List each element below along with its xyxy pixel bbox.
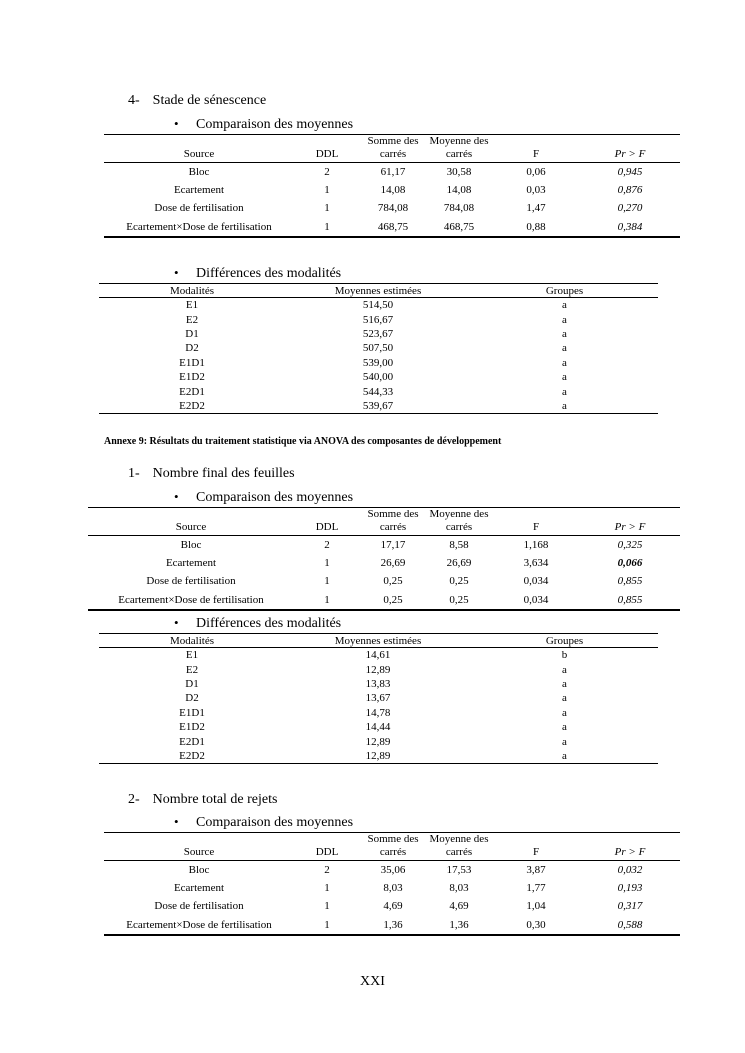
cell-f: 0,034 <box>523 575 549 588</box>
cell-groupe: b <box>561 649 568 662</box>
header-ddl: DDL <box>294 846 360 861</box>
cell-moyenne: 516,67 <box>362 313 394 326</box>
cell-modalite: E1 <box>185 649 199 662</box>
cell-groupe: a <box>562 692 567 705</box>
cell-modalite: E2D2 <box>179 749 205 762</box>
header-f: F <box>492 148 580 163</box>
cell-f: 0,88 <box>526 220 546 233</box>
anova-table-rejets <box>104 832 680 936</box>
cell-modalite: E2 <box>185 663 199 676</box>
bullet-icon: • <box>174 489 179 504</box>
section-heading <box>128 466 295 482</box>
cell-f: 0,03 <box>526 184 546 197</box>
bullet-differences <box>174 615 341 632</box>
cell-source: Ecartement×Dose de fertilisation <box>118 593 264 606</box>
cell-ddl: 1 <box>324 593 330 606</box>
cell-moyenne: 8,58 <box>449 539 469 552</box>
table-row <box>99 720 658 734</box>
header-moyenne-2: carrés <box>426 521 492 536</box>
table-row <box>104 916 680 935</box>
heading-number: 2- <box>128 792 140 807</box>
modal-table-senescence <box>99 283 658 414</box>
section-heading <box>128 792 277 808</box>
cell-groupe: a <box>562 663 567 676</box>
cell-somme: 14,08 <box>380 184 406 197</box>
cell-groupe: a <box>562 342 567 355</box>
header-moyenne: Moyenne des <box>429 508 489 520</box>
cell-groupe: a <box>562 299 567 312</box>
table-row <box>88 554 680 572</box>
cell-groupe: a <box>562 385 567 398</box>
table-row <box>99 662 658 676</box>
cell-modalite: D1 <box>185 677 199 690</box>
table-row <box>99 370 658 384</box>
page-number: XXI <box>360 974 385 989</box>
header-moyennes: Moyennes estimées <box>285 634 471 648</box>
cell-groupe: a <box>562 721 567 734</box>
bullet-label: Comparaison des moyennes <box>196 490 354 505</box>
cell-modalite: D2 <box>185 692 199 705</box>
header-moyenne-2: carrés <box>426 846 492 861</box>
cell-source: Bloc <box>180 539 202 552</box>
header-groupes: Groupes <box>471 634 658 648</box>
cell-somme: 4,69 <box>383 900 403 913</box>
cell-pr: 0,945 <box>617 166 643 179</box>
table-row <box>99 356 658 370</box>
header-somme-2: carrés <box>360 521 426 536</box>
cell-modalite: D1 <box>185 327 199 340</box>
cell-moyenne: 30,58 <box>446 166 472 179</box>
header-blank <box>580 833 680 847</box>
bullet-label: Différences des modalités <box>196 266 342 281</box>
cell-groupe: a <box>562 735 567 748</box>
cell-modalite: E1 <box>185 299 199 312</box>
anova-table-feuilles <box>88 507 680 611</box>
cell-f: 3,634 <box>523 557 549 570</box>
table-row <box>99 648 658 663</box>
header-f: F <box>492 846 580 861</box>
table-row <box>99 399 658 414</box>
cell-pr: 0,876 <box>617 184 643 197</box>
cell-ddl: 1 <box>324 202 330 215</box>
cell-source: Ecartement <box>173 882 225 895</box>
header-blank <box>492 833 580 847</box>
cell-moyenne: 12,89 <box>365 663 391 676</box>
heading-text: Nombre total de rejets <box>152 792 278 807</box>
cell-ddl: 1 <box>324 882 330 895</box>
cell-f: 0,30 <box>526 918 546 931</box>
header-somme: Somme des <box>367 833 419 845</box>
cell-f: 1,04 <box>526 900 546 913</box>
table-row <box>99 706 658 720</box>
cell-pr: 0,270 <box>617 202 643 215</box>
header-blank <box>580 135 680 149</box>
cell-somme: 0,25 <box>383 593 403 606</box>
cell-groupe: a <box>562 706 567 719</box>
cell-pr: 0,066 <box>617 557 643 570</box>
cell-moyenne: 26,69 <box>446 557 472 570</box>
header-pr: Pr > F <box>580 846 680 861</box>
cell-ddl: 1 <box>324 575 330 588</box>
header-somme: Somme des <box>367 508 419 520</box>
cell-groupe: a <box>562 677 567 690</box>
bullet-comparison <box>174 116 353 133</box>
table-row <box>99 734 658 748</box>
bullet-label: Comparaison des moyennes <box>196 117 354 132</box>
cell-groupe: a <box>562 356 567 369</box>
header-somme-2: carrés <box>360 148 426 163</box>
cell-groupe: a <box>562 371 567 384</box>
cell-moyenne: 784,08 <box>443 202 475 215</box>
cell-f: 1,47 <box>526 202 546 215</box>
cell-source: Ecartement <box>173 184 225 197</box>
header-moyenne: Moyenne des <box>429 833 489 845</box>
header-ddl: DDL <box>294 521 360 536</box>
cell-somme: 26,69 <box>380 557 406 570</box>
cell-source: Dose de fertilisation <box>146 575 236 588</box>
cell-pr: 0,032 <box>617 864 643 877</box>
cell-modalite: D2 <box>185 342 199 355</box>
cell-moyenne: 12,89 <box>365 735 391 748</box>
cell-groupe: a <box>562 313 567 326</box>
header-blank <box>294 833 360 847</box>
cell-moyenne: 8,03 <box>449 882 469 895</box>
table-row <box>104 861 680 880</box>
cell-moyenne: 540,00 <box>362 371 394 384</box>
table-row <box>99 341 658 355</box>
cell-somme: 468,75 <box>377 220 409 233</box>
cell-source: Ecartement×Dose de fertilisation <box>126 918 272 931</box>
cell-pr: 0,384 <box>617 220 643 233</box>
cell-moyenne: 14,44 <box>365 721 391 734</box>
bullet-differences <box>174 265 341 282</box>
cell-f: 1,77 <box>526 882 546 895</box>
cell-moyenne: 4,69 <box>449 900 469 913</box>
bullet-icon: • <box>174 116 179 131</box>
cell-somme: 8,03 <box>383 882 403 895</box>
cell-moyenne: 539,67 <box>362 399 394 412</box>
cell-somme: 0,25 <box>383 575 403 588</box>
anova-table-senescence <box>104 134 680 238</box>
header-blank <box>104 135 294 149</box>
cell-moyenne: 17,53 <box>446 864 472 877</box>
heading-number: 1- <box>128 466 140 481</box>
header-pr: Pr > F <box>580 521 680 536</box>
cell-f: 1,168 <box>523 539 549 552</box>
cell-moyenne: 523,67 <box>362 327 394 340</box>
cell-f: 0,034 <box>523 593 549 606</box>
cell-ddl: 2 <box>324 539 330 552</box>
heading-number: 4- <box>128 93 140 108</box>
header-blank <box>88 508 294 522</box>
cell-groupe: a <box>562 399 567 412</box>
table-row <box>104 218 680 237</box>
cell-somme: 35,06 <box>380 864 406 877</box>
cell-modalite: E1D1 <box>179 356 205 369</box>
bullet-icon: • <box>174 265 179 280</box>
cell-moyenne: 539,00 <box>362 356 394 369</box>
bullet-comparison <box>174 814 353 831</box>
cell-moyenne: 14,08 <box>446 184 472 197</box>
header-f: F <box>492 521 580 536</box>
cell-moyenne: 14,61 <box>365 649 391 662</box>
cell-ddl: 2 <box>324 166 330 179</box>
table-row <box>104 199 680 217</box>
header-blank <box>104 833 294 847</box>
table-row <box>99 312 658 326</box>
cell-somme: 1,36 <box>383 918 403 931</box>
annex-title: Annexe 9: Résultats du traitement statistique via ANOVA des composantes de développement <box>104 436 502 447</box>
header-modalites: Modalités <box>99 634 285 648</box>
cell-ddl: 1 <box>324 184 330 197</box>
header-blank <box>492 508 580 522</box>
cell-somme: 784,08 <box>377 202 409 215</box>
header-blank <box>580 508 680 522</box>
cell-modalite: E1D2 <box>179 371 205 384</box>
header-ddl: DDL <box>294 148 360 163</box>
header-blank <box>492 135 580 149</box>
table-row <box>99 327 658 341</box>
header-source: Source <box>104 148 294 163</box>
cell-pr: 0,855 <box>617 575 643 588</box>
cell-f: 0,06 <box>526 166 546 179</box>
header-moyennes: Moyennes estimées <box>285 284 471 298</box>
table-row <box>99 298 658 313</box>
table-row <box>88 572 680 590</box>
cell-pr: 0,855 <box>617 593 643 606</box>
cell-ddl: 1 <box>324 900 330 913</box>
cell-source: Ecartement <box>165 557 217 570</box>
header-somme-2: carrés <box>360 846 426 861</box>
header-source: Source <box>88 521 294 536</box>
bullet-label: Comparaison des moyennes <box>196 815 354 830</box>
table-row <box>88 536 680 555</box>
bullet-label: Différences des modalités <box>196 616 342 631</box>
bullet-icon: • <box>174 814 179 829</box>
cell-modalite: E2D2 <box>179 399 205 412</box>
cell-f: 3,87 <box>526 864 546 877</box>
table-row <box>104 181 680 199</box>
table-row <box>99 384 658 398</box>
table-row <box>88 591 680 610</box>
cell-pr: 0,325 <box>617 539 643 552</box>
cell-moyenne: 507,50 <box>362 342 394 355</box>
table-row <box>104 163 680 182</box>
table-row <box>99 691 658 705</box>
cell-pr: 0,317 <box>617 900 643 913</box>
cell-modalite: E1D2 <box>179 721 205 734</box>
cell-source: Dose de fertilisation <box>154 900 244 913</box>
cell-somme: 61,17 <box>380 166 406 179</box>
header-groupes: Groupes <box>471 284 658 298</box>
cell-modalite: E1D1 <box>179 706 205 719</box>
modal-table-feuilles <box>99 633 658 764</box>
cell-groupe: a <box>562 327 567 340</box>
header-blank <box>294 135 360 149</box>
cell-moyenne: 12,89 <box>365 749 391 762</box>
bullet-icon: • <box>174 615 179 630</box>
header-moyenne-2: carrés <box>426 148 492 163</box>
cell-moyenne: 13,83 <box>365 677 391 690</box>
table-row <box>104 897 680 915</box>
bullet-comparison <box>174 489 353 506</box>
cell-pr: 0,193 <box>617 882 643 895</box>
cell-source: Bloc <box>188 166 210 179</box>
heading-text: Nombre final des feuilles <box>152 466 295 481</box>
cell-ddl: 1 <box>324 918 330 931</box>
header-modalites: Modalités <box>99 284 285 298</box>
cell-moyenne: 468,75 <box>443 220 475 233</box>
table-row <box>99 677 658 691</box>
header-somme: Somme des <box>367 135 419 147</box>
cell-ddl: 1 <box>324 557 330 570</box>
cell-modalite: E2D1 <box>179 385 205 398</box>
header-pr: Pr > F <box>580 148 680 163</box>
header-blank <box>294 508 360 522</box>
header-moyenne: Moyenne des <box>429 135 489 147</box>
cell-moyenne: 544,33 <box>362 385 394 398</box>
section-heading <box>128 93 266 109</box>
cell-somme: 17,17 <box>380 539 406 552</box>
cell-source: Ecartement×Dose de fertilisation <box>126 220 272 233</box>
cell-moyenne: 1,36 <box>449 918 469 931</box>
table-row <box>99 749 658 764</box>
cell-source: Bloc <box>188 864 210 877</box>
cell-moyenne: 514,50 <box>362 299 394 312</box>
table-row <box>104 879 680 897</box>
cell-moyenne: 0,25 <box>449 593 469 606</box>
cell-moyenne: 14,78 <box>365 706 391 719</box>
heading-text: Stade de sénescence <box>152 93 267 108</box>
cell-pr: 0,588 <box>617 918 643 931</box>
cell-groupe: a <box>562 749 567 762</box>
header-source: Source <box>104 846 294 861</box>
cell-modalite: E2D1 <box>179 735 205 748</box>
cell-ddl: 2 <box>324 864 330 877</box>
cell-source: Dose de fertilisation <box>154 202 244 215</box>
cell-moyenne: 0,25 <box>449 575 469 588</box>
cell-ddl: 1 <box>324 220 330 233</box>
cell-modalite: E2 <box>185 313 199 326</box>
cell-moyenne: 13,67 <box>365 692 391 705</box>
